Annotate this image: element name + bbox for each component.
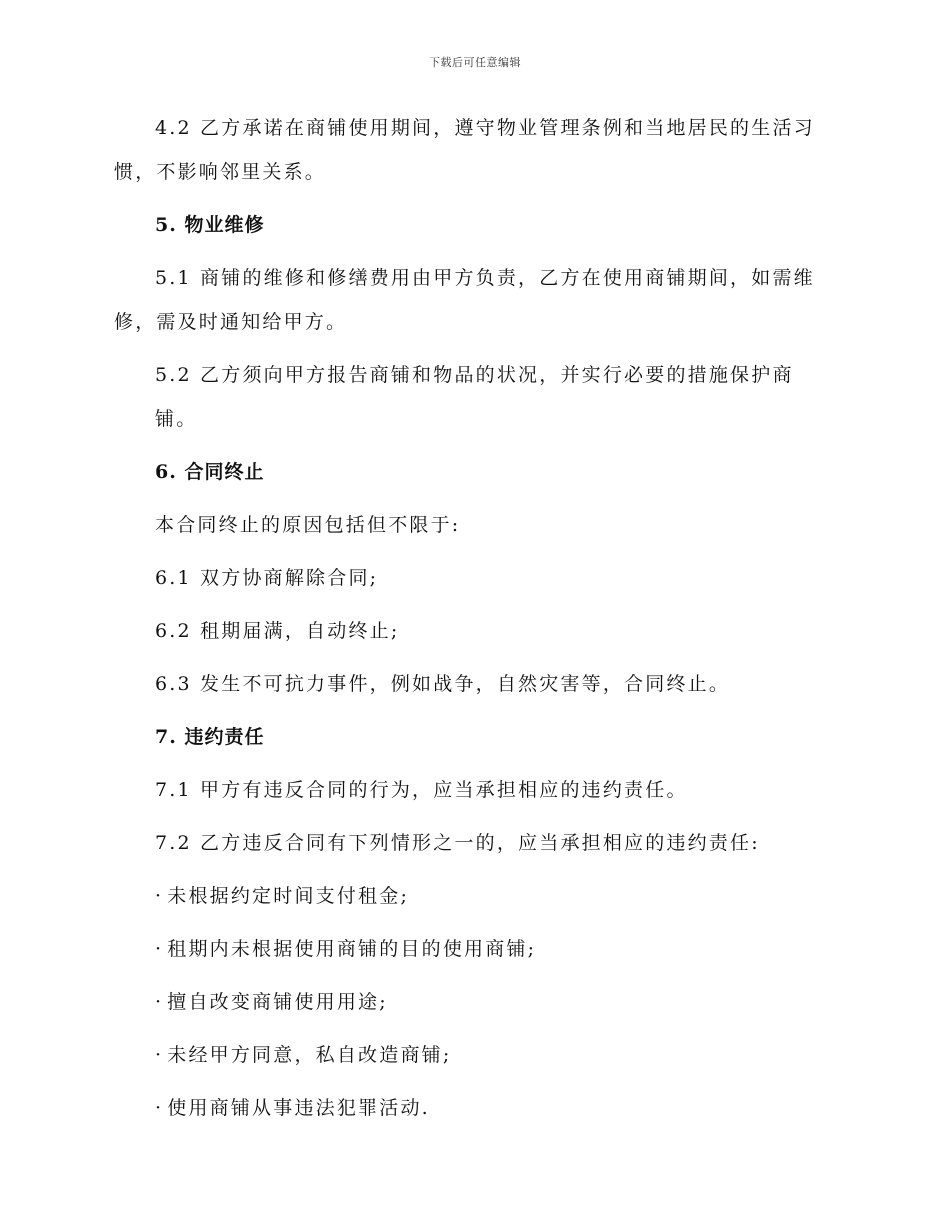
bullet-dot: · [155,1044,164,1066]
list-item [114,874,834,918]
clause-7-1: 7.1 甲方有违反合同的行为，应当承担相应的违约责任。 [155,779,688,801]
list-item [114,980,834,1024]
clause-7-2: 7.2 乙方违反合同有下列情形之一的，应当承担相应的违约责任: [155,832,760,854]
clause-5-1: 5.1 商铺的维修和修缮费用由甲方负责，乙方在使用商铺期间，如需维修，需及时通知给甲方。 [114,267,815,333]
section-heading-6: 6. 合同终止 [155,461,265,483]
bullet-dot: · [155,885,164,907]
bullet-dot: · [155,991,164,1013]
section-heading-7: 7. 违约责任 [155,726,265,748]
clause-6-2: 6.2 租期届满，自动终止; [155,620,400,642]
bullet-dot: · [155,938,164,960]
clause-6-1: 6.1 双方协商解除合同; [155,567,379,589]
page-header: 下载后可任意编辑 [429,56,521,69]
list-item-text: 未根据约定时间支付租金; [167,885,410,907]
list-item [114,927,834,971]
list-item [114,1033,834,1077]
section-heading-5: 5. 物业维修 [155,214,265,236]
document-body [114,106,834,1139]
list-item-text: 未经甲方同意，私自改造商铺; [167,1044,452,1066]
list-item-text: 租期内未根据使用商铺的目的使用商铺; [167,938,537,960]
bullet-dot: · [155,1097,164,1119]
list-item-text: 擅自改变商铺使用用途; [167,991,388,1013]
clause-4-2: 4.2 乙方承诺在商铺使用期间，遵守物业管理条例和当地居民的生活习惯，不影响邻里关系。 [114,117,815,183]
clause-6-3: 6.3 发生不可抗力事件，例如战争，自然灾害等，合同终止。 [155,673,731,695]
clause-5-2: 5.2 乙方须向甲方报告商铺和物品的状况，并实行必要的措施保护商铺。 [155,364,794,430]
termination-intro: 本合同终止的原因包括但不限于: [155,514,461,536]
list-item [114,1086,834,1130]
list-item-text: 使用商铺从事违法犯罪活动. [167,1097,430,1119]
